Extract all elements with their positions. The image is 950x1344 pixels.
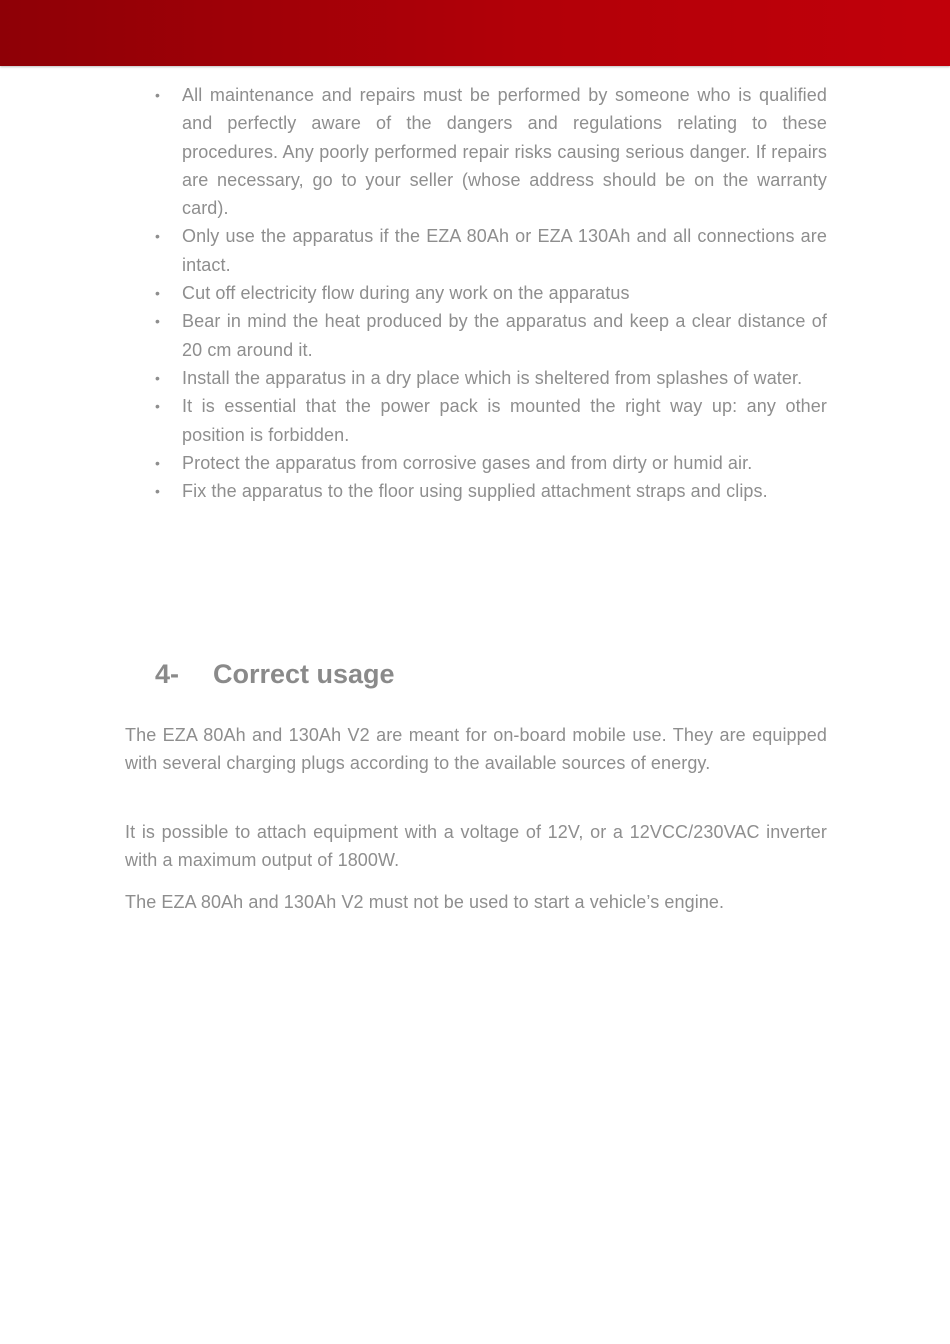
bullet-icon: •	[155, 369, 161, 386]
section-title: Correct usage	[213, 659, 395, 689]
header-band	[0, 0, 950, 66]
bullet-text: Bear in mind the heat produced by the apparatus and keep a clear distance of 20 cm around it.	[182, 311, 827, 360]
bullet-text: Only use the apparatus if the EZA 80Ah or EZA 130Ah and all connections are intact.	[182, 226, 827, 275]
bullet-text: Cut off electricity flow during any work on the apparatus	[182, 283, 630, 304]
list-item	[155, 307, 827, 364]
safety-bullet-list	[155, 81, 827, 505]
list-item	[155, 222, 827, 279]
bullet-text: It is essential that the power pack is mounted the right way up: any other position is forbidden.	[182, 396, 827, 445]
body-paragraph: The EZA 80Ah and 130Ah V2 must not be used to start a vehicle’s engine.	[125, 892, 725, 912]
bullet-icon: •	[155, 313, 161, 330]
bullet-text: All maintenance and repairs must be performed by someone who is qualified and perfectly aware of the dangers and regulations relating to these procedures. Any poorly performed repair risks causing serious danger. If repairs are necessary, go to your seller (whose address should be on the warranty card).	[182, 85, 827, 219]
bullet-text: Install the apparatus in a dry place which is sheltered from splashes of water.	[182, 367, 803, 388]
bullet-text: Protect the apparatus from corrosive gases and from dirty or humid air.	[182, 452, 753, 473]
list-item	[155, 392, 827, 449]
bullet-icon: •	[155, 454, 161, 471]
section-number: 4-	[155, 659, 180, 689]
section-heading	[155, 654, 395, 694]
bullet-icon: •	[155, 483, 161, 500]
list-item	[155, 81, 827, 222]
bullet-icon: •	[155, 228, 161, 245]
bullet-text: Fix the apparatus to the floor using supplied attachment straps and clips.	[182, 481, 768, 502]
bullet-icon: •	[155, 87, 161, 103]
body-paragraph: The EZA 80Ah and 130Ah V2 are meant for on-board mobile use. They are equipped with several charging plugs according to the available sources of energy.	[125, 725, 827, 774]
list-item	[155, 449, 827, 477]
body-paragraph: It is possible to attach equipment with a voltage of 12V, or a 12VCC/230VAC inverter with a maximum output of 1800W.	[125, 822, 827, 871]
bullet-icon: •	[155, 285, 161, 302]
bullet-icon: •	[155, 398, 161, 415]
list-item	[155, 477, 827, 505]
list-item	[155, 364, 827, 392]
list-item	[155, 279, 827, 307]
